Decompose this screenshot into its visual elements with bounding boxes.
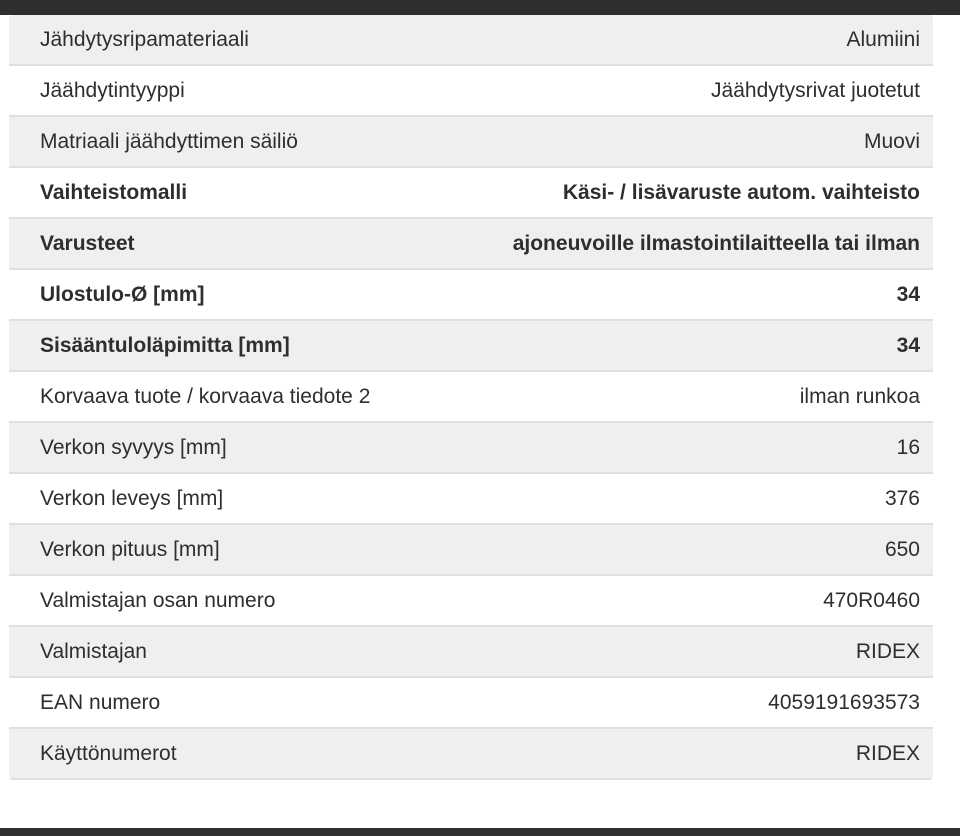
- row-label: Verkon pituus [mm]: [40, 538, 220, 561]
- row-value: 376: [884, 487, 920, 510]
- row-value: 4059191693573: [768, 691, 920, 714]
- row-value: Jäähdytysrivat juotetut: [711, 79, 920, 102]
- row-value: 34: [896, 283, 920, 306]
- table-row: [9, 219, 933, 270]
- table-row: [9, 66, 933, 117]
- row-value: 470R0460: [823, 589, 920, 612]
- row-label: Verkon leveys [mm]: [40, 487, 224, 510]
- table-row: [9, 270, 933, 321]
- row-label: Varusteet: [40, 232, 135, 255]
- row-value: Muovi: [863, 130, 920, 153]
- table-row: [9, 15, 933, 66]
- table-row: [9, 321, 933, 372]
- row-label: Jäähdytintyyppi: [40, 79, 185, 102]
- table-row: [9, 423, 933, 474]
- table-row: [9, 678, 933, 729]
- table-row: [9, 168, 933, 219]
- table-row: [9, 627, 933, 678]
- row-label: Matriaali jäähdyttimen säiliö: [40, 130, 298, 153]
- row-label: Valmistajan: [40, 640, 147, 663]
- row-value: ilman runkoa: [799, 385, 920, 408]
- row-value: 650: [884, 538, 920, 561]
- row-label: Käyttönumerot: [40, 742, 177, 765]
- row-label: EAN numero: [40, 691, 161, 714]
- row-label: Sisääntuloläpimitta [mm]: [40, 334, 290, 357]
- spec-table: [9, 15, 933, 780]
- row-label: Verkon syvyys [mm]: [40, 436, 227, 459]
- table-row: [9, 729, 933, 780]
- bottom-bar: [0, 828, 960, 836]
- table-row: [9, 525, 933, 576]
- table-row: [9, 576, 933, 627]
- row-value: ajoneuvoille ilmastointilaitteella tai ilman: [512, 232, 920, 255]
- row-value: RIDEX: [855, 640, 920, 663]
- row-label: Korvaava tuote / korvaava tiedote 2: [40, 385, 371, 408]
- row-label: Valmistajan osan numero: [40, 589, 276, 612]
- row-label: Ulostulo-Ø [mm]: [40, 283, 205, 306]
- row-value: RIDEX: [855, 742, 920, 765]
- top-bar: [0, 0, 960, 15]
- row-label: Vaihteistomalli: [40, 181, 188, 204]
- row-value: Käsi- / lisävaruste autom. vaihteisto: [562, 181, 920, 204]
- table-row: [9, 474, 933, 525]
- table-row: [9, 372, 933, 423]
- row-value: 16: [896, 436, 920, 459]
- row-label: Jähdytysripamateriaali: [40, 28, 249, 51]
- row-value: Alumiini: [846, 28, 920, 51]
- row-value: 34: [896, 334, 920, 357]
- table-row: [9, 117, 933, 168]
